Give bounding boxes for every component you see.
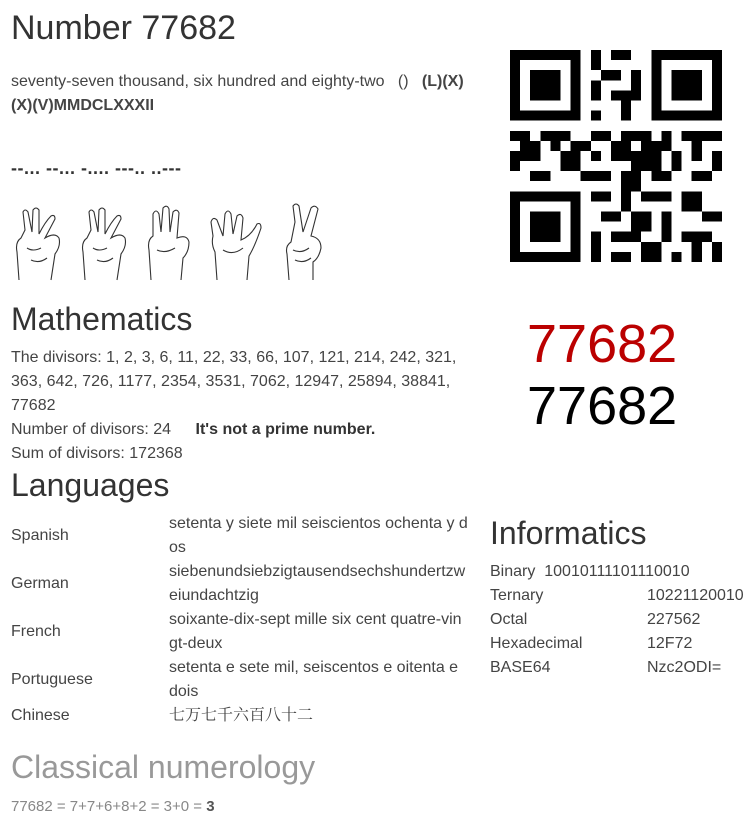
hand-sign-icon bbox=[287, 204, 322, 280]
page-title: Number 77682 bbox=[11, 9, 236, 47]
sum-divisors-line: Sum of divisors: 172368 bbox=[11, 445, 183, 462]
language-value: setenta y siete mil seiscientos ochenta y dos bbox=[169, 515, 468, 556]
numerology-result: 3 bbox=[206, 798, 215, 815]
numerology-formula: 77682 = 7+7+6+8+2 = 3+0 = 3 bbox=[11, 798, 215, 815]
language-row bbox=[11, 704, 469, 728]
language-name: German bbox=[11, 575, 69, 592]
qr-code bbox=[510, 50, 722, 262]
informatics-heading: Informatics bbox=[490, 515, 647, 551]
numerology-heading: Classical numerology bbox=[11, 749, 316, 785]
divisors-list: 1, 2, 3, 6, 11, 22, 33, 66, 107, 121, 214, 242, 321, 363, 642, 726, 1177, 2354, 3531, 7062, 12947, 25894, 38841, 77682 bbox=[11, 349, 457, 414]
language-name: Portuguese bbox=[11, 671, 93, 688]
informatics-row bbox=[490, 584, 744, 608]
mathematics-heading: Mathematics bbox=[11, 301, 193, 337]
info-value: Nzc2ODI= bbox=[647, 659, 722, 676]
info-value: 227562 bbox=[647, 611, 701, 628]
mathematics-text bbox=[11, 346, 471, 466]
language-row bbox=[11, 560, 469, 608]
language-value: soixante-dix-sept mille six cent quatre-vingt-deux bbox=[169, 611, 462, 652]
informatics-row bbox=[490, 608, 744, 632]
language-name: French bbox=[11, 623, 61, 640]
info-name: Hexadecimal bbox=[490, 635, 583, 652]
roman-numeral: (L)(X)(X)(V)MMDCLXXXII bbox=[11, 73, 464, 114]
language-value: siebenundsiebzigtausendsechshundertzweiundachtzig bbox=[169, 563, 466, 604]
hand-sign-icon bbox=[83, 208, 126, 280]
number-red-display: 77682 bbox=[527, 314, 678, 374]
language-row bbox=[11, 608, 469, 656]
num-divisors-line: Number of divisors: 24 It's not a prime number. bbox=[11, 421, 376, 438]
language-value: setenta e sete mil, seiscentos e oitenta e dois bbox=[169, 659, 459, 700]
sum-divisors-value: 172368 bbox=[129, 445, 183, 462]
hand-sign-icon bbox=[17, 208, 60, 280]
hand-sign-icon bbox=[149, 206, 190, 280]
hand-sign-icon bbox=[211, 211, 261, 280]
language-value: 七万七千六百八十二 bbox=[169, 707, 314, 724]
prime-note: It's not a prime number. bbox=[195, 421, 376, 438]
informatics-row bbox=[490, 656, 744, 680]
morse-code: --... --... -.... ---.. ..--- bbox=[11, 158, 182, 178]
languages-table bbox=[11, 512, 469, 728]
divisors-line: The divisors: 1, 2, 3, 6, 11, 22, 33, 66, 107, 121, 214, 242, 321, 363, 642, 726, 1177, 2354, 3531, 7062, 12947, 25894, 38841, 77682 bbox=[11, 349, 457, 414]
sign-language-hands bbox=[11, 202, 331, 282]
info-name: Octal bbox=[490, 611, 528, 628]
intro-text bbox=[11, 70, 481, 118]
info-value: 10221120010 bbox=[647, 587, 744, 604]
language-row bbox=[11, 512, 469, 560]
languages-heading: Languages bbox=[11, 467, 170, 503]
informatics-row bbox=[490, 632, 744, 656]
informatics-row bbox=[490, 560, 744, 584]
info-name: Binary bbox=[490, 563, 536, 580]
info-value: 12F72 bbox=[647, 635, 693, 652]
number-black-display: 77682 bbox=[527, 376, 678, 436]
language-row bbox=[11, 656, 469, 704]
info-name: Ternary bbox=[490, 587, 544, 604]
info-value: 10010111101110010 bbox=[544, 563, 690, 580]
num-divisors-value: 24 bbox=[153, 421, 172, 438]
paren-note: () bbox=[397, 73, 409, 90]
informatics-table bbox=[490, 560, 744, 680]
binary-line bbox=[490, 560, 744, 584]
info-name: BASE64 bbox=[490, 659, 551, 676]
language-name: Chinese bbox=[11, 707, 70, 724]
number-in-words: seventy-seven thousand, six hundred and eighty-two bbox=[11, 73, 385, 90]
language-name: Spanish bbox=[11, 527, 69, 544]
